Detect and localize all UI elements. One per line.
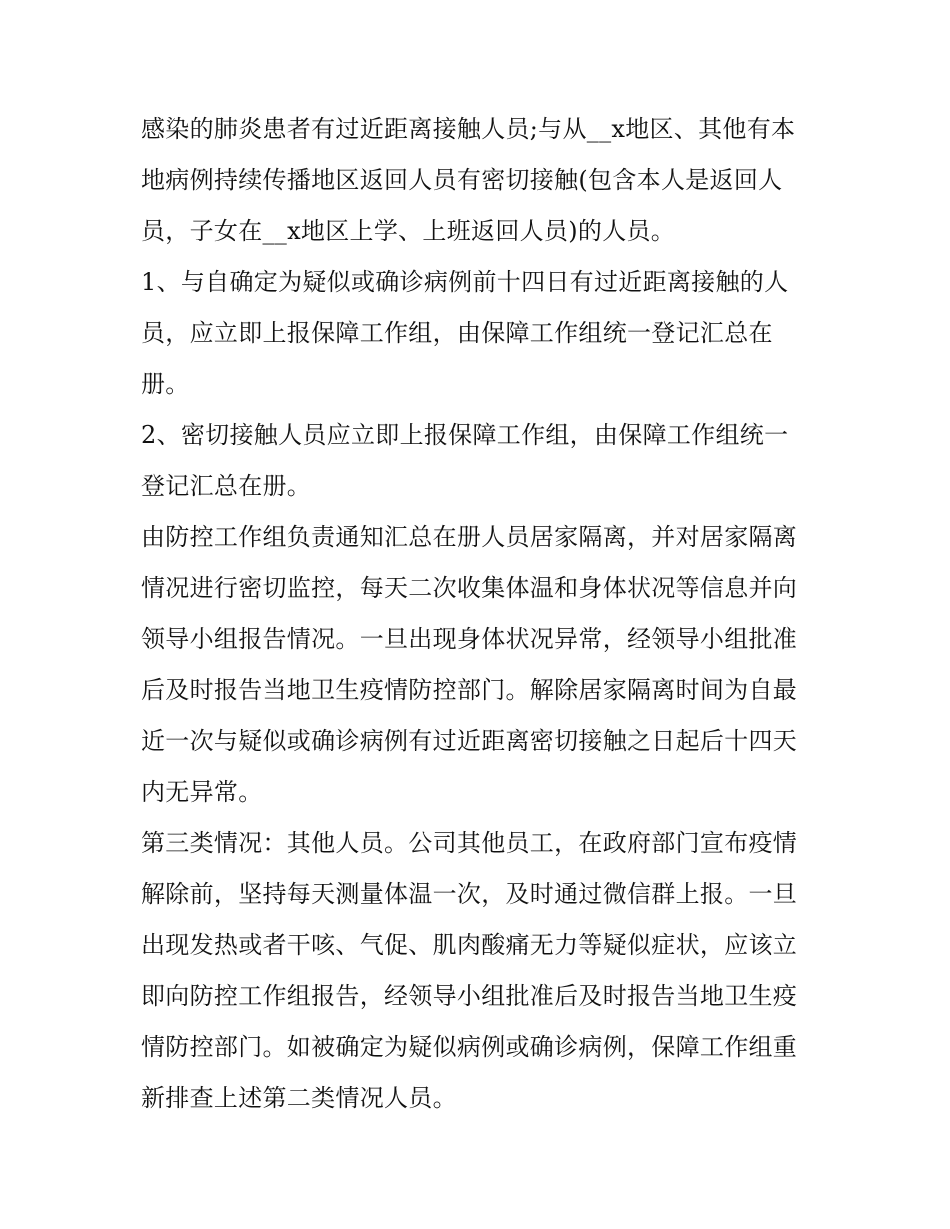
paragraph-close-contact-definition	[141, 104, 821, 257]
text-line: 员，子女在__x地区上学、上班返回人员)的人员。	[141, 217, 676, 245]
text-line: 即向防控工作组报告，经领导小组批准后及时报告当地卫生疫	[141, 982, 798, 1010]
paragraph-home-isolation	[141, 512, 821, 818]
text-line: 近一次与疑似或确诊病例有过近距离密切接触之日起后十四天	[141, 727, 798, 755]
text-line: 1、与自确定为疑似或确诊病例前十四日有过近距离接触的人	[141, 268, 789, 296]
text-line: 员，应立即上报保障工作组，由保障工作组统一登记汇总在	[141, 319, 773, 347]
text-line: 由防控工作组负责通知汇总在册人员居家隔离，并对居家隔离	[141, 523, 798, 551]
text-line: 内无异常。	[141, 778, 263, 806]
text-line: 地病例持续传播地区返回人员有密切接触(包含本人是返回人	[141, 166, 783, 194]
text-line: 新排查上述第二类情况人员。	[141, 1084, 457, 1112]
text-line: 2、密切接触人员应立即上报保障工作组，由保障工作组统一	[141, 421, 789, 449]
text-line: 情况进行密切监控，每天二次收集体温和身体状况等信息并向	[141, 574, 798, 602]
text-line: 感染的肺炎患者有过近距离接触人员;与从__x地区、其他有本	[141, 115, 796, 143]
text-line: 后及时报告当地卫生疫情防控部门。解除居家隔离时间为自最	[141, 676, 798, 704]
paragraph-category-three	[141, 818, 821, 1124]
text-line: 第三类情况：其他人员。公司其他员工，在政府部门宣布疫情	[141, 829, 798, 857]
text-line: 登记汇总在册。	[141, 472, 312, 500]
text-line: 解除前，坚持每天测量体温一次，及时通过微信群上报。一旦	[141, 880, 798, 908]
text-line: 情防控部门。如被确定为疑似病例或确诊病例，保障工作组重	[141, 1033, 798, 1061]
paragraph-item-1	[141, 257, 821, 410]
text-line: 册。	[141, 370, 190, 398]
paragraph-item-2	[141, 410, 821, 512]
document-body	[141, 104, 821, 1124]
text-line: 领导小组报告情况。一旦出现身体状况异常，经领导小组批准	[141, 625, 798, 653]
text-line: 出现发热或者干咳、气促、肌肉酸痛无力等疑似症状，应该立	[141, 931, 798, 959]
